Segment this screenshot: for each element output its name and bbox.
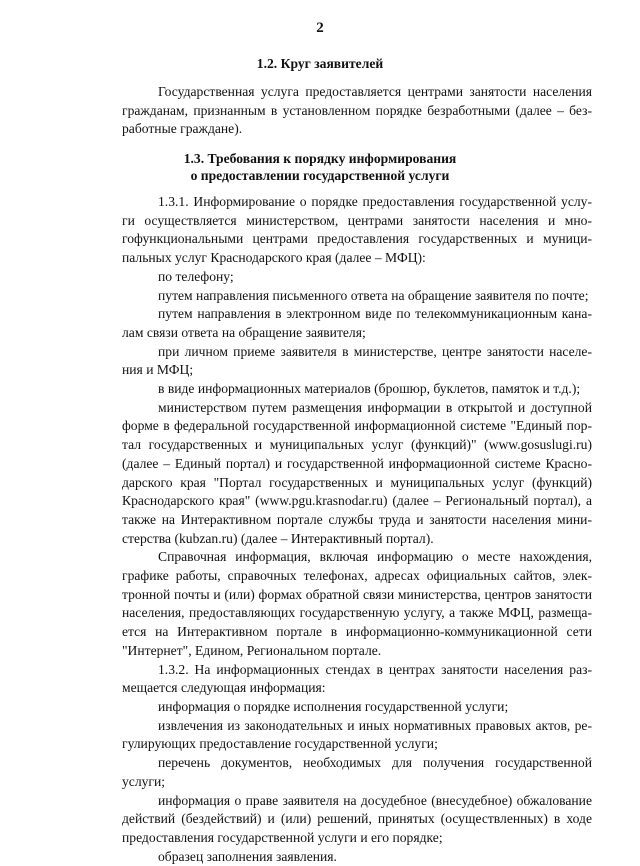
paragraph	[122, 193, 592, 268]
text-line: Государственная услуга предоставляется центрами занятости населения	[158, 84, 592, 99]
text-line: предоставления государственной услуги и его порядке;	[122, 829, 443, 845]
text-line: путем направления письменного ответа на обращение заявителя по почте;	[158, 287, 589, 303]
page-number: 2	[316, 20, 324, 36]
paragraph	[122, 343, 592, 380]
section-1-3-title-line: о предоставлении государственной услуги	[190, 168, 450, 183]
text-line: также на Интерактивном портале службы труда и занятости населения мини-	[122, 511, 592, 527]
text-line: форме в федеральной государственной информационной системе "Единый пор-	[122, 418, 592, 434]
paragraph	[122, 305, 592, 342]
text-line: Справочная информация, включая информацию о месте нахождения,	[158, 549, 592, 565]
text-line: министерством путем размещения информации в открытой и доступной	[158, 399, 592, 415]
text-line: пальных услуг Краснодарского края (далее – МФЦ):	[122, 250, 426, 266]
paragraph	[122, 848, 592, 866]
section-1-3-title-line: 1.3. Требования к порядку информирования	[183, 151, 457, 166]
text-line: по телефону;	[158, 268, 234, 284]
paragraph	[122, 661, 592, 698]
text-line: мещается следующая информация:	[122, 680, 326, 696]
text-line: путем направления в электронном виде по телекоммуникационным кана-	[158, 306, 592, 322]
text-line: перечень документов, необходимых для получения государственной	[158, 755, 592, 771]
text-line: гулирующих предоставление государственной услуги;	[122, 736, 438, 752]
text-line: ется на Интерактивном портале в информационно-коммуникационной сети	[122, 624, 592, 640]
text-line: информация о порядке исполнения государственной услуги;	[158, 698, 509, 714]
text-line: в виде информационных материалов (брошюр, буклетов, памяток и т.д.);	[158, 381, 581, 397]
text-line: услуги;	[122, 773, 166, 789]
paragraph	[122, 399, 592, 549]
text-line: тал государственных и муниципальных услуг (функций)" (www.gosuslugi.ru)	[122, 437, 592, 453]
text-line: графике работы, справочных телефонах, адресах официальных сайтов, элек-	[122, 568, 592, 584]
text-line: действий (бездействий) и (или) решений, принятых (осуществленных) в ходе	[122, 811, 592, 827]
paragraph	[122, 380, 592, 399]
text-line: ния и МФЦ;	[122, 362, 194, 378]
text-line: тронной почты и (или) формах обратной связи министерства, центров занятости	[122, 586, 592, 602]
paragraph	[122, 287, 592, 306]
text-line: образец заполнения заявления.	[158, 848, 337, 864]
section-1-2-text	[122, 83, 592, 139]
text-line: (далее – Единый портал) и государственной информационной системе Красно-	[122, 455, 592, 471]
text-line: гражданам, признанным в установленном порядке безработными (далее – без-	[122, 102, 592, 118]
text-line: гофункциональными центрами предоставления государственных и муници-	[122, 231, 592, 247]
paragraph	[122, 698, 592, 717]
paragraph	[122, 548, 592, 660]
paragraph	[122, 754, 592, 791]
text-line: 1.3.2. На информационных стендах в центрах занятости населения раз-	[158, 661, 592, 677]
paragraph	[122, 792, 592, 848]
text-line: информация о праве заявителя на досудебное (внесудебное) обжалование	[158, 792, 592, 808]
text-line: извлечения из законодательных и иных нормативных правовых актов, ре-	[158, 717, 592, 733]
text-line: 1.3.1. Информирование о порядке предоставления государственной услу-	[158, 194, 592, 209]
section-1-3-title	[0, 150, 640, 184]
text-line: лам связи ответа на обращение заявителя;	[122, 324, 366, 340]
text-line: "Интернет", Едином, Региональном портале.	[122, 642, 382, 658]
text-line: работные граждане).	[122, 121, 243, 137]
text-line: ги осуществляется министерством, центрами занятости населения и мно-	[122, 212, 592, 228]
section-1-3-body	[122, 193, 592, 866]
paragraph	[122, 268, 592, 287]
paragraph	[122, 717, 592, 754]
text-line: Краснодарского края" (www.pgu.krasnodar.ru) (далее – Региональный портал), а	[122, 493, 592, 509]
text-line: при личном приеме заявителя в министерстве, центре занятости населе-	[158, 343, 592, 359]
text-line: стерства (kubzan.ru) (далее – Интерактивный портал).	[122, 530, 434, 546]
text-line: населения, предоставляющих государственную услугу, а также МФЦ, размеща-	[122, 605, 592, 621]
text-line: дарского края "Портал государственных и муниципальных услуг (функций)	[122, 474, 592, 490]
section-1-2-title: 1.2. Круг заявителей	[256, 56, 384, 71]
